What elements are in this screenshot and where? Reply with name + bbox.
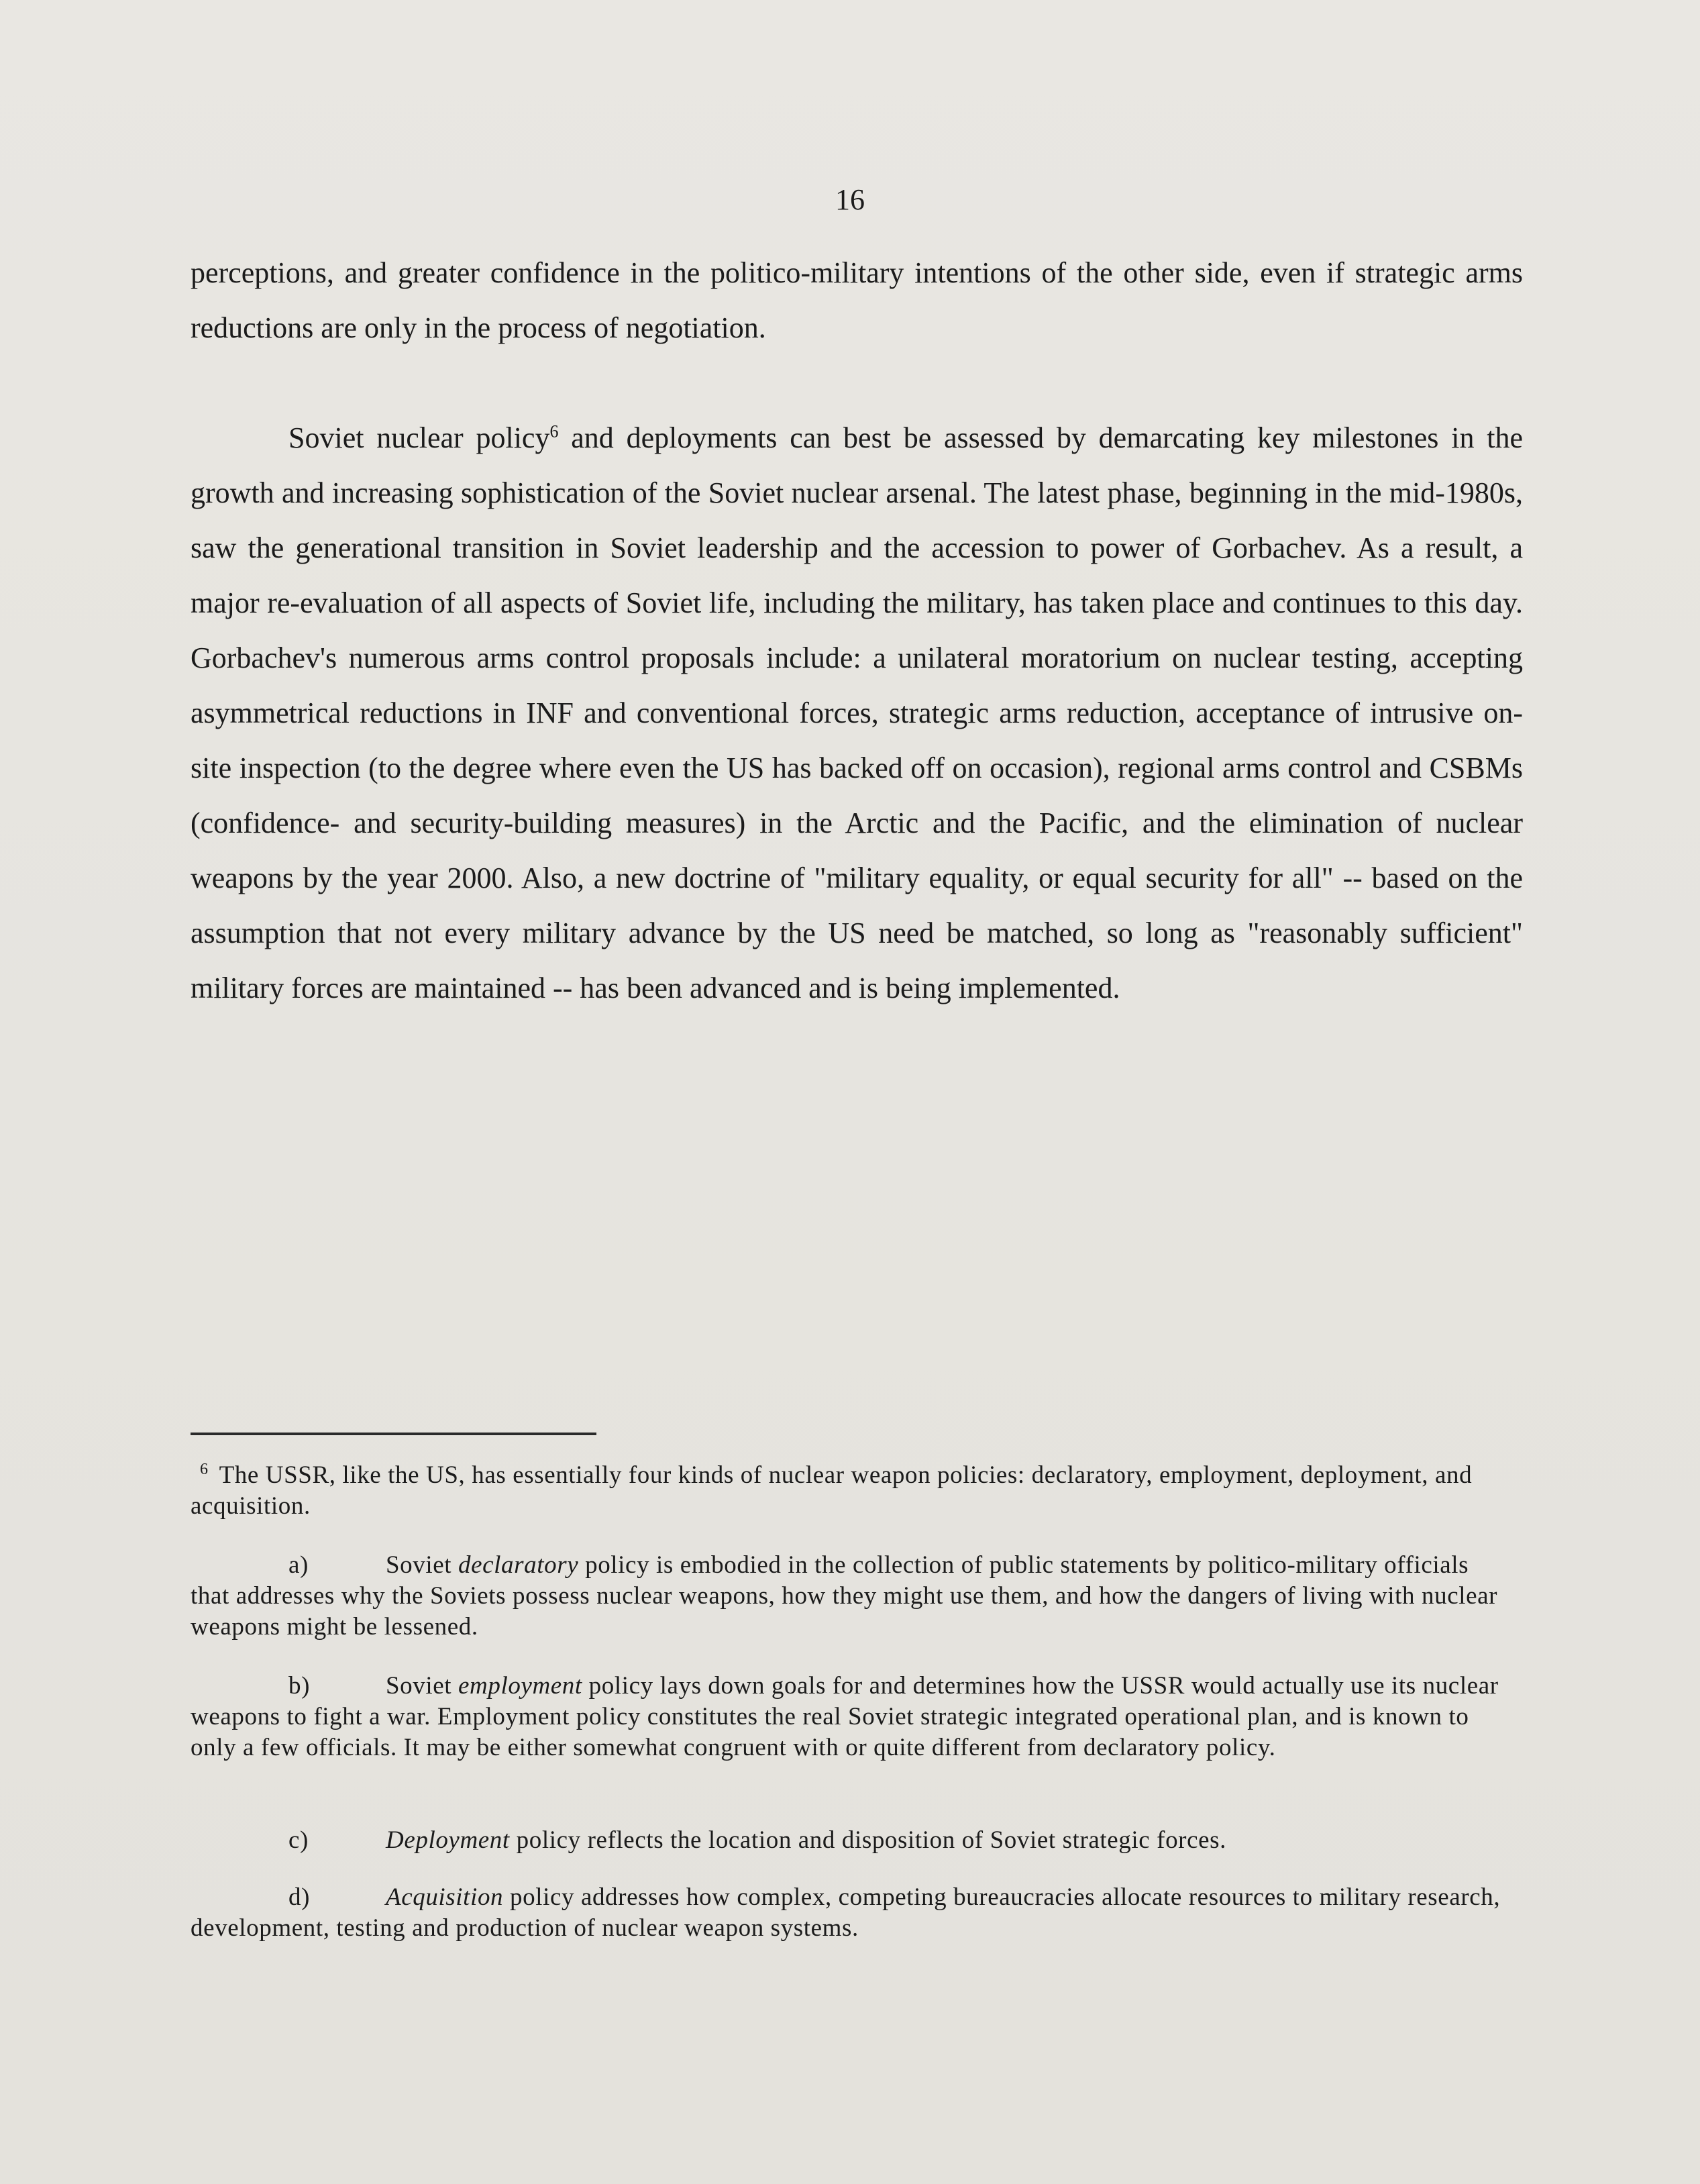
footnote-item-marker: b) xyxy=(288,1672,311,1700)
footnote-item-term: declaratory xyxy=(458,1551,579,1579)
paragraph-soviet-nuclear-policy xyxy=(191,411,1523,1016)
footnote-6-intro xyxy=(191,1460,1505,1522)
footnote-intro-text: The USSR, like the US, has essentially four kinds of nuclear weapon policies: declaratory, employment, deployment, and acquisition. xyxy=(191,1461,1473,1520)
footnote-item-acquisition xyxy=(191,1882,1505,1944)
footnote-item-employment xyxy=(191,1671,1505,1763)
paragraph-continuation xyxy=(191,246,1523,356)
footnote-item-term: Acquisition xyxy=(386,1883,504,1911)
footnote-item-marker: d) xyxy=(288,1883,311,1911)
paragraph-2-text: and deployments can best be assessed by demarcating key milestones in the growth and increasing sophistication of the Soviet nuclear arsenal. The latest phase, beginning in the mid-1980s, saw the generational transition in Soviet leadership and the accession to power of Gorbachev. As a result, a major re-evaluation of all aspects of Soviet life, including the military, has taken place and continues to this day. Gorbachev's numerous arms control proposals include: a unilateral moratorium on nuclear testing, accepting asymmetrical reductions in INF and conventional forces, strategic arms reduction, acceptance of intrusive on-site inspection (to the degree where even the US has backed off on occasion), regional arms control and CSBMs (confidence- and security-building measures) in the Arctic and the Pacific, and the elimination of nuclear weapons by the year 2000. Also, a new doctrine of "military equality, or equal security for all" -- based on the assumption that not every military advance by the US need be matched, so long as "reasonably sufficient" military forces are maintained -- has been advanced and is being implemented. xyxy=(191,421,1523,1004)
footnote-item-declaratory xyxy=(191,1550,1505,1643)
footnote-number: 6 xyxy=(200,1460,209,1478)
footnote-item-prefix: Soviet xyxy=(386,1551,459,1579)
footnote-item-prefix: Soviet xyxy=(386,1672,459,1700)
page-number: 16 xyxy=(835,183,865,216)
paragraph-1-text: perceptions, and greater confidence in the politico-military intentions of the other side, even if strategic arms reductions are only in the process of negotiation. xyxy=(191,256,1523,344)
footnote-reference: 6 xyxy=(549,421,559,441)
footnote-separator-rule xyxy=(191,1433,596,1435)
footnote-item-text: policy lays down goals for and determines how the USSR would actually use its nuclear weapons to fight a war. Employment policy constitutes the real Soviet strategic integrated operational plan, and is known to only a few officials. It may be either somewhat congruent with or quite different from declaratory policy. xyxy=(191,1672,1499,1761)
footnote-item-deployment xyxy=(191,1825,1505,1856)
paragraph-2-lead: Soviet nuclear policy xyxy=(288,421,550,454)
footnote-item-text: policy is embodied in the collection of public statements by politico-military officials that addresses why the Soviets possess nuclear weapons, how they might use them, and how the dangers of living with nuclear weapons might be lessened. xyxy=(191,1551,1498,1641)
footnote-item-marker: a) xyxy=(288,1551,309,1579)
footnote-item-text: policy reflects the location and disposition of Soviet strategic forces. xyxy=(509,1826,1226,1854)
footnote-item-term: Deployment xyxy=(386,1826,510,1854)
footnote-item-term: employment xyxy=(458,1672,582,1700)
footnote-item-text: policy addresses how complex, competing bureaucracies allocate resources to military research, development, testing and production of nuclear weapon systems. xyxy=(191,1883,1501,1942)
footnote-item-marker: c) xyxy=(288,1826,309,1854)
